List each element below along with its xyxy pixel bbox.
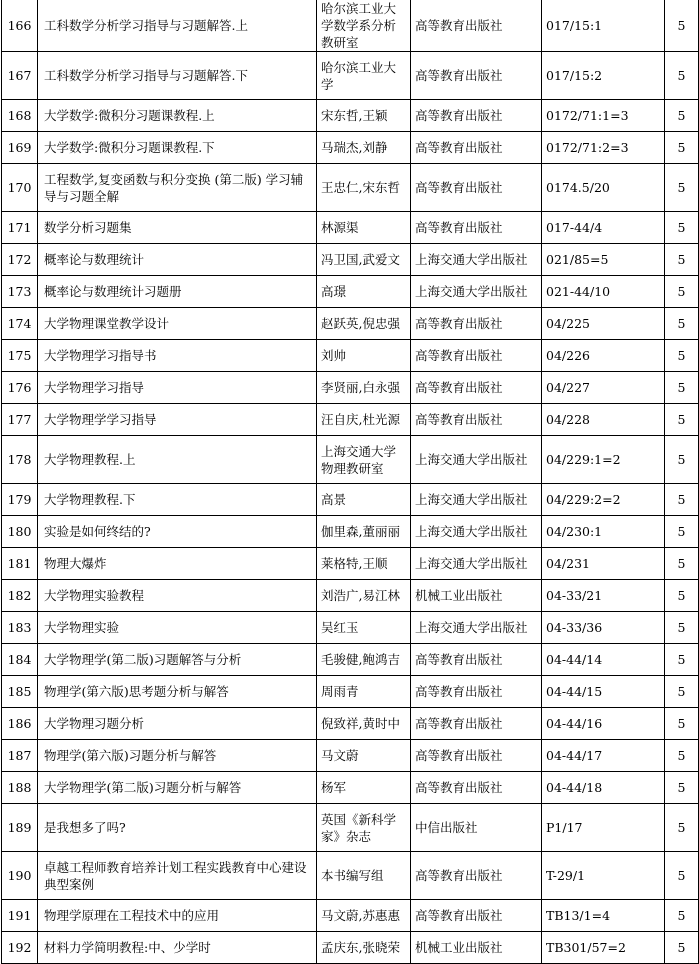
book-title: 数学分析习题集	[38, 212, 317, 244]
table-row	[2, 100, 699, 132]
book-call-number: 017/15:2	[542, 52, 665, 100]
book-title: 大学物理课堂教学设计	[38, 308, 317, 340]
book-quantity: 5	[665, 900, 699, 932]
book-author: 本书编写组	[317, 852, 411, 900]
row-number: 175	[2, 340, 38, 372]
book-title: 大学物理学学习指导	[38, 404, 317, 436]
row-number: 168	[2, 100, 38, 132]
book-author: 汪自庆,杜光源	[317, 404, 411, 436]
book-title: 物理学原理在工程技术中的应用	[38, 900, 317, 932]
table-row	[2, 484, 699, 516]
book-quantity: 5	[665, 644, 699, 676]
row-number: 172	[2, 244, 38, 276]
book-quantity: 5	[665, 708, 699, 740]
table-row	[2, 52, 699, 100]
row-number: 171	[2, 212, 38, 244]
row-number: 166	[2, 0, 38, 52]
book-title: 是我想多了吗?	[38, 804, 317, 852]
book-author: 莱格特,王顺	[317, 548, 411, 580]
row-number: 188	[2, 772, 38, 804]
book-quantity: 5	[665, 340, 699, 372]
row-number: 179	[2, 484, 38, 516]
table-row	[2, 0, 699, 52]
table-row	[2, 644, 699, 676]
book-call-number: 04/231	[542, 548, 665, 580]
book-author: 伽里森,董丽丽	[317, 516, 411, 548]
table-row	[2, 404, 699, 436]
row-number: 187	[2, 740, 38, 772]
book-call-number: TB301/57=2	[542, 932, 665, 964]
table-row	[2, 276, 699, 308]
book-call-number: 04-33/21	[542, 580, 665, 612]
book-list-body	[2, 0, 699, 964]
book-call-number: 04/229:1=2	[542, 436, 665, 484]
table-row	[2, 612, 699, 644]
book-quantity: 5	[665, 932, 699, 964]
book-quantity: 5	[665, 772, 699, 804]
book-quantity: 5	[665, 52, 699, 100]
row-number: 189	[2, 804, 38, 852]
row-number: 180	[2, 516, 38, 548]
row-number: 170	[2, 164, 38, 212]
book-publisher: 机械工业出版社	[411, 580, 542, 612]
book-publisher: 中信出版社	[411, 804, 542, 852]
book-call-number: 04/225	[542, 308, 665, 340]
table-row	[2, 676, 699, 708]
book-title: 材料力学简明教程:中、少学时	[38, 932, 317, 964]
book-call-number: P1/17	[542, 804, 665, 852]
book-quantity: 5	[665, 212, 699, 244]
row-number: 167	[2, 52, 38, 100]
book-title: 工科数学分析学习指导与习题解答.上	[38, 0, 317, 52]
book-call-number: 0174.5/20	[542, 164, 665, 212]
book-publisher: 高等教育出版社	[411, 100, 542, 132]
book-quantity: 5	[665, 436, 699, 484]
book-title: 大学物理学(第二版)习题分析与解答	[38, 772, 317, 804]
book-call-number: 04/227	[542, 372, 665, 404]
book-author: 英国《新科学家》杂志	[317, 804, 411, 852]
book-author: 赵跃英,倪忠强	[317, 308, 411, 340]
row-number: 176	[2, 372, 38, 404]
book-title: 大学物理实验教程	[38, 580, 317, 612]
book-title: 概率论与数理统计	[38, 244, 317, 276]
book-call-number: T-29/1	[542, 852, 665, 900]
book-call-number: 04/230:1	[542, 516, 665, 548]
book-call-number: 04-44/15	[542, 676, 665, 708]
book-author: 上海交通大学物理教研室	[317, 436, 411, 484]
table-row	[2, 804, 699, 852]
book-author: 倪致祥,黄时中	[317, 708, 411, 740]
row-number: 192	[2, 932, 38, 964]
row-number: 191	[2, 900, 38, 932]
book-title: 大学物理实验	[38, 612, 317, 644]
table-row	[2, 516, 699, 548]
book-call-number: 04-44/18	[542, 772, 665, 804]
book-publisher: 上海交通大学出版社	[411, 436, 542, 484]
book-publisher: 高等教育出版社	[411, 644, 542, 676]
table-row	[2, 340, 699, 372]
book-call-number: 04/228	[542, 404, 665, 436]
book-call-number: 04-44/16	[542, 708, 665, 740]
book-quantity: 5	[665, 516, 699, 548]
book-title: 工科数学分析学习指导与习题解答.下	[38, 52, 317, 100]
book-title: 大学物理学习指导书	[38, 340, 317, 372]
row-number: 181	[2, 548, 38, 580]
table-row	[2, 308, 699, 340]
book-author: 李贤丽,白永强	[317, 372, 411, 404]
row-number: 190	[2, 852, 38, 900]
book-publisher: 高等教育出版社	[411, 0, 542, 52]
table-row	[2, 212, 699, 244]
book-call-number: 04/229:2=2	[542, 484, 665, 516]
book-author: 哈尔滨工业大学数学系分析教研室	[317, 0, 411, 52]
book-publisher: 机械工业出版社	[411, 932, 542, 964]
book-publisher: 高等教育出版社	[411, 52, 542, 100]
book-publisher: 上海交通大学出版社	[411, 484, 542, 516]
row-number: 182	[2, 580, 38, 612]
book-author: 孟庆东,张晓荣	[317, 932, 411, 964]
book-title: 大学物理学(第二版)习题解答与分析	[38, 644, 317, 676]
book-author: 哈尔滨工业大学	[317, 52, 411, 100]
book-author: 高璟	[317, 276, 411, 308]
book-call-number: TB13/1=4	[542, 900, 665, 932]
book-author: 林源渠	[317, 212, 411, 244]
table-row	[2, 164, 699, 212]
book-publisher: 高等教育出版社	[411, 772, 542, 804]
book-quantity: 5	[665, 548, 699, 580]
book-author: 王忠仁,宋东哲	[317, 164, 411, 212]
book-author: 冯卫国,武爱文	[317, 244, 411, 276]
book-quantity: 5	[665, 244, 699, 276]
row-number: 183	[2, 612, 38, 644]
row-number: 184	[2, 644, 38, 676]
book-quantity: 5	[665, 404, 699, 436]
book-title: 物理学(第六版)思考题分析与解答	[38, 676, 317, 708]
table-row	[2, 932, 699, 964]
book-publisher: 高等教育出版社	[411, 164, 542, 212]
book-call-number: 0172/71:2=3	[542, 132, 665, 164]
book-call-number: 017/15:1	[542, 0, 665, 52]
table-row	[2, 772, 699, 804]
book-quantity: 5	[665, 484, 699, 516]
book-author: 宋东哲,王颖	[317, 100, 411, 132]
row-number: 173	[2, 276, 38, 308]
row-number: 178	[2, 436, 38, 484]
book-publisher: 上海交通大学出版社	[411, 244, 542, 276]
book-publisher: 高等教育出版社	[411, 740, 542, 772]
book-publisher: 上海交通大学出版社	[411, 276, 542, 308]
table-row	[2, 372, 699, 404]
book-call-number: 04-44/14	[542, 644, 665, 676]
book-quantity: 5	[665, 580, 699, 612]
book-author: 杨军	[317, 772, 411, 804]
book-quantity: 5	[665, 132, 699, 164]
book-quantity: 5	[665, 100, 699, 132]
book-call-number: 04/226	[542, 340, 665, 372]
table-row	[2, 740, 699, 772]
book-quantity: 5	[665, 308, 699, 340]
book-title: 物理学(第六版)习题分析与解答	[38, 740, 317, 772]
book-publisher: 高等教育出版社	[411, 308, 542, 340]
book-call-number: 017-44/4	[542, 212, 665, 244]
book-quantity: 5	[665, 164, 699, 212]
book-publisher: 高等教育出版社	[411, 676, 542, 708]
book-author: 马瑞杰,刘静	[317, 132, 411, 164]
row-number: 177	[2, 404, 38, 436]
book-title: 概率论与数理统计习题册	[38, 276, 317, 308]
book-quantity: 5	[665, 612, 699, 644]
book-quantity: 5	[665, 0, 699, 52]
row-number: 169	[2, 132, 38, 164]
book-publisher: 高等教育出版社	[411, 900, 542, 932]
book-title: 大学物理教程.下	[38, 484, 317, 516]
table-row	[2, 436, 699, 484]
table-row	[2, 580, 699, 612]
book-publisher: 高等教育出版社	[411, 132, 542, 164]
book-publisher: 高等教育出版社	[411, 708, 542, 740]
book-publisher: 上海交通大学出版社	[411, 548, 542, 580]
book-author: 高景	[317, 484, 411, 516]
row-number: 174	[2, 308, 38, 340]
table-row	[2, 548, 699, 580]
book-call-number: 021-44/10	[542, 276, 665, 308]
table-row	[2, 244, 699, 276]
book-list-table	[1, 0, 699, 964]
book-quantity: 5	[665, 276, 699, 308]
book-publisher: 高等教育出版社	[411, 372, 542, 404]
book-publisher: 高等教育出版社	[411, 404, 542, 436]
book-title: 大学数学:微积分习题课教程.下	[38, 132, 317, 164]
book-call-number: 0172/71:1=3	[542, 100, 665, 132]
book-author: 毛骏健,鲍鸿吉	[317, 644, 411, 676]
book-author: 马文蔚,苏惠惠	[317, 900, 411, 932]
book-quantity: 5	[665, 852, 699, 900]
book-quantity: 5	[665, 804, 699, 852]
book-quantity: 5	[665, 676, 699, 708]
book-title: 大学物理教程.上	[38, 436, 317, 484]
book-publisher: 高等教育出版社	[411, 852, 542, 900]
book-title: 卓越工程师教育培养计划工程实践教育中心建设典型案例	[38, 852, 317, 900]
book-title: 大学数学:微积分习题课教程.上	[38, 100, 317, 132]
book-publisher: 高等教育出版社	[411, 212, 542, 244]
book-call-number: 021/85=5	[542, 244, 665, 276]
book-author: 马文蔚	[317, 740, 411, 772]
row-number: 186	[2, 708, 38, 740]
book-call-number: 04-44/17	[542, 740, 665, 772]
book-author: 吴红玉	[317, 612, 411, 644]
book-publisher: 高等教育出版社	[411, 340, 542, 372]
table-row	[2, 852, 699, 900]
book-title: 大学物理学习指导	[38, 372, 317, 404]
book-title: 实验是如何终结的?	[38, 516, 317, 548]
book-publisher: 上海交通大学出版社	[411, 516, 542, 548]
book-quantity: 5	[665, 740, 699, 772]
table-row	[2, 708, 699, 740]
book-quantity: 5	[665, 372, 699, 404]
book-publisher: 上海交通大学出版社	[411, 612, 542, 644]
book-author: 周雨青	[317, 676, 411, 708]
book-title: 工程数学,复变函数与积分变换 (第二版) 学习辅导与习题全解	[38, 164, 317, 212]
book-title: 大学物理习题分析	[38, 708, 317, 740]
row-number: 185	[2, 676, 38, 708]
book-title: 物理大爆炸	[38, 548, 317, 580]
table-row	[2, 132, 699, 164]
book-author: 刘浩广,易江林	[317, 580, 411, 612]
book-author: 刘帅	[317, 340, 411, 372]
book-call-number: 04-33/36	[542, 612, 665, 644]
